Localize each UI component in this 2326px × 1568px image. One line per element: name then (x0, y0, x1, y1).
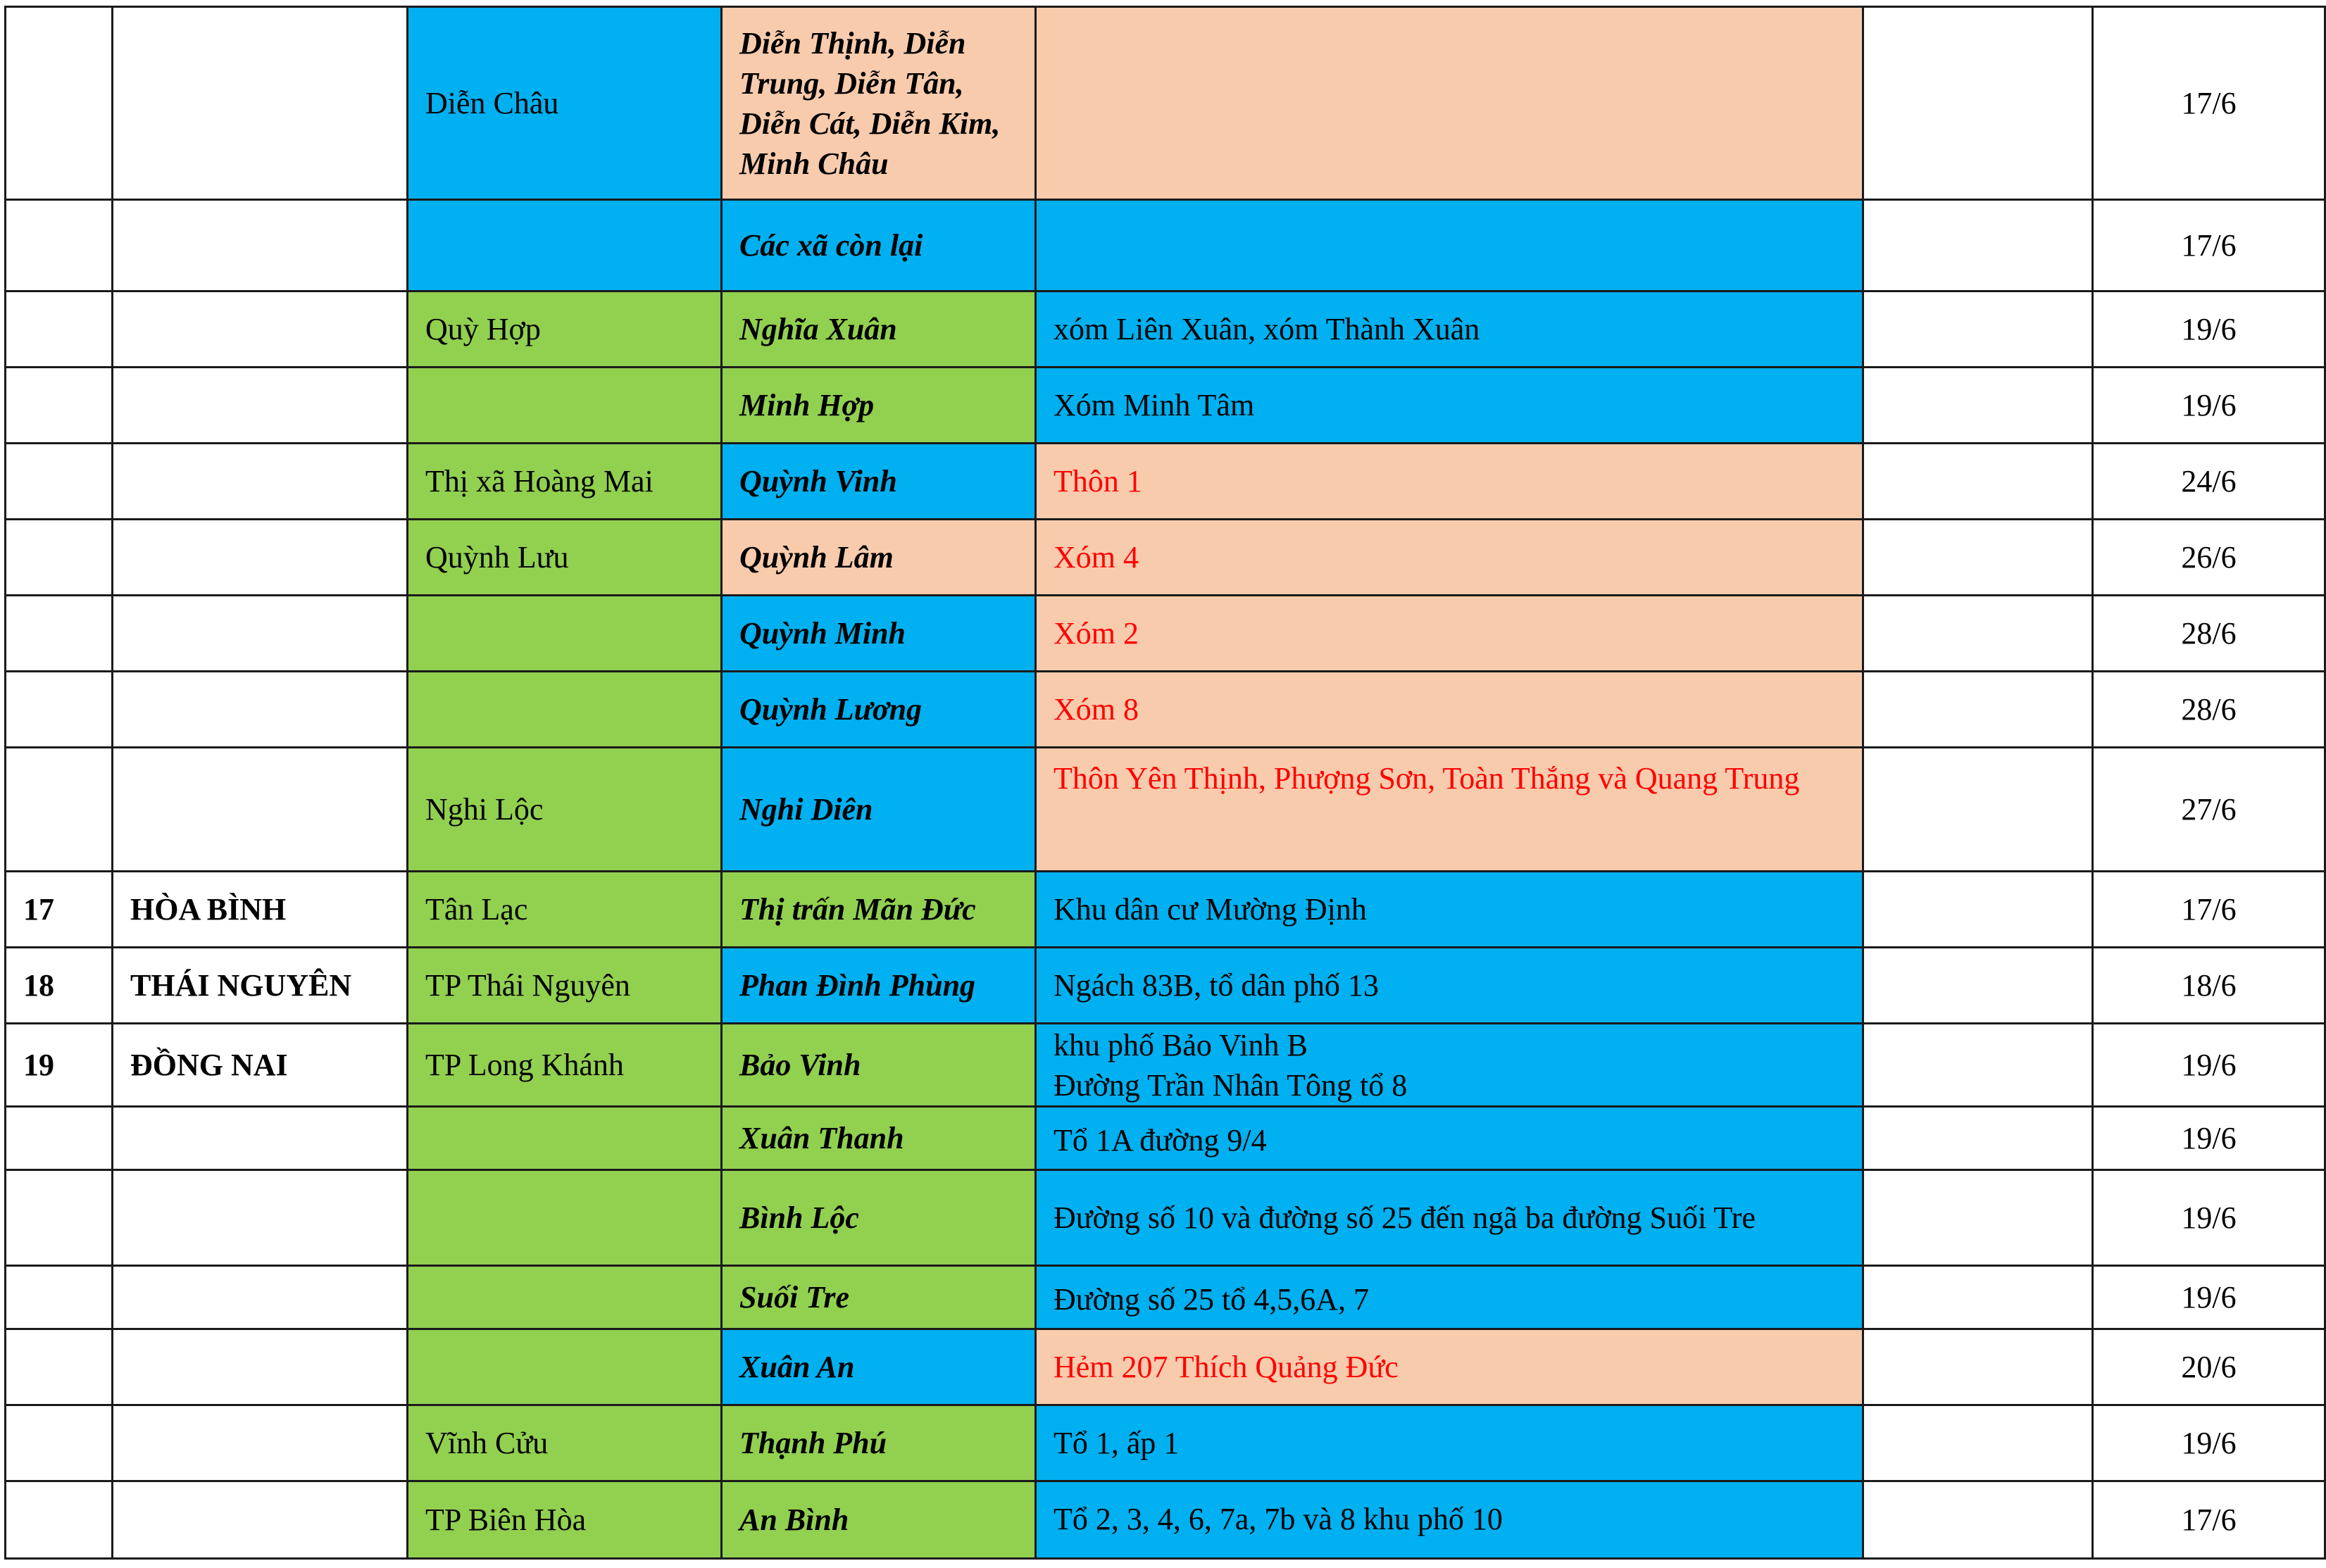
row-number (6, 1107, 113, 1170)
row-number: 17 (6, 872, 113, 948)
area-cell: Xóm Minh Tâm (1036, 368, 1863, 444)
date-cell: 19/6 (2093, 1170, 2325, 1266)
district-cell (408, 200, 722, 291)
date-cell: 17/6 (2093, 200, 2325, 291)
ward-cell: Nghĩa Xuân (722, 291, 1036, 368)
area-cell: Khu dân cư Mường Định (1036, 872, 1863, 948)
area-cell: Đường số 10 và đường số 25 đến ngã ba đường Suối Tre (1036, 1170, 1863, 1266)
note-cell (1863, 672, 2093, 748)
province-cell (113, 1107, 408, 1170)
province-cell (113, 200, 408, 291)
province-cell (113, 1170, 408, 1266)
area-cell: Đường số 25 tổ 4,5,6A, 7 (1036, 1266, 1863, 1329)
ward-cell: Bảo Vinh (722, 1024, 1036, 1107)
table-row (6, 291, 2325, 368)
district-cell (408, 672, 722, 748)
row-number (6, 7, 113, 200)
row-number (6, 748, 113, 872)
date-cell: 24/6 (2093, 444, 2325, 520)
note-cell (1863, 596, 2093, 672)
area-cell: Thôn Yên Thịnh, Phượng Sơn, Toàn Thắng và Quang Trung (1036, 748, 1863, 872)
note-cell (1863, 520, 2093, 596)
ward-cell: Các xã còn lại (722, 200, 1036, 291)
province-cell (113, 1329, 408, 1405)
row-number (6, 596, 113, 672)
district-cell (408, 1266, 722, 1329)
table-row (6, 520, 2325, 596)
row-number (6, 291, 113, 368)
ward-cell: Diễn Thịnh, Diễn Trung, Diễn Tân, Diễn Cát, Diễn Kim, Minh Châu (722, 7, 1036, 200)
date-cell: 17/6 (2093, 872, 2325, 948)
table-row (6, 368, 2325, 444)
note-cell (1863, 1024, 2093, 1107)
note-cell (1863, 1170, 2093, 1266)
ward-cell: Phan Đình Phùng (722, 948, 1036, 1024)
note-cell (1863, 1329, 2093, 1405)
district-cell: Tân Lạc (408, 872, 722, 948)
province-cell (113, 520, 408, 596)
ward-cell: An Bình (722, 1481, 1036, 1559)
district-cell (408, 1170, 722, 1266)
date-cell: 19/6 (2093, 1107, 2325, 1170)
row-number (6, 368, 113, 444)
district-cell: Vĩnh Cửu (408, 1405, 722, 1481)
table-row (6, 1405, 2325, 1481)
table-row (6, 200, 2325, 291)
row-number (6, 1170, 113, 1266)
ward-cell: Quỳnh Lương (722, 672, 1036, 748)
district-cell: TP Long Khánh (408, 1024, 722, 1107)
province-cell: HÒA BÌNH (113, 872, 408, 948)
date-cell: 20/6 (2093, 1329, 2325, 1405)
table-row (6, 1107, 2325, 1170)
district-cell: Diễn Châu (408, 7, 722, 200)
district-cell: Quỳnh Lưu (408, 520, 722, 596)
area-cell (1036, 7, 1863, 200)
date-cell: 19/6 (2093, 368, 2325, 444)
note-cell (1863, 1481, 2093, 1559)
district-cell: TP Thái Nguyên (408, 948, 722, 1024)
table-row (6, 596, 2325, 672)
row-number: 19 (6, 1024, 113, 1107)
district-cell (408, 1107, 722, 1170)
ward-cell: Nghi Diên (722, 748, 1036, 872)
area-cell: Thôn 1 (1036, 444, 1863, 520)
ward-cell: Quỳnh Vinh (722, 444, 1036, 520)
table-row (6, 672, 2325, 748)
note-cell (1863, 200, 2093, 291)
date-cell: 28/6 (2093, 672, 2325, 748)
date-cell: 19/6 (2093, 1266, 2325, 1329)
province-cell (113, 291, 408, 368)
area-cell: Tổ 1, ấp 1 (1036, 1405, 1863, 1481)
date-cell: 17/6 (2093, 7, 2325, 200)
table-row (6, 948, 2325, 1024)
district-cell (408, 596, 722, 672)
ward-cell: Suối Tre (722, 1266, 1036, 1329)
note-cell (1863, 872, 2093, 948)
district-cell (408, 1329, 722, 1405)
row-number (6, 200, 113, 291)
ward-cell: Xuân An (722, 1329, 1036, 1405)
date-cell: 26/6 (2093, 520, 2325, 596)
province-cell (113, 596, 408, 672)
table-row (6, 1266, 2325, 1329)
table-row (6, 1481, 2325, 1559)
area-cell: Ngách 83B, tổ dân phố 13 (1036, 948, 1863, 1024)
note-cell (1863, 1107, 2093, 1170)
area-cell: xóm Liên Xuân, xóm Thành Xuân (1036, 291, 1863, 368)
area-cell: Tổ 2, 3, 4, 6, 7a, 7b và 8 khu phố 10 (1036, 1481, 1863, 1559)
area-cell: Hẻm 207 Thích Quảng Đức (1036, 1329, 1863, 1405)
row-number (6, 444, 113, 520)
note-cell (1863, 291, 2093, 368)
table-row (6, 444, 2325, 520)
province-cell (113, 1266, 408, 1329)
area-cell (1036, 200, 1863, 291)
ward-cell: Quỳnh Lâm (722, 520, 1036, 596)
note-cell (1863, 748, 2093, 872)
province-cell (113, 7, 408, 200)
row-number: 18 (6, 948, 113, 1024)
area-cell (1036, 1024, 1863, 1107)
row-number (6, 1405, 113, 1481)
province-cell (113, 672, 408, 748)
row-number (6, 1266, 113, 1329)
ward-cell: Thị trấn Mãn Đức (722, 872, 1036, 948)
ward-cell: Thạnh Phú (722, 1405, 1036, 1481)
district-cell: Nghi Lộc (408, 748, 722, 872)
province-cell (113, 368, 408, 444)
province-cell: ĐỒNG NAI (113, 1024, 408, 1107)
province-cell (113, 1405, 408, 1481)
date-cell: 18/6 (2093, 948, 2325, 1024)
row-number (6, 672, 113, 748)
district-cell: Quỳ Hợp (408, 291, 722, 368)
ward-cell: Quỳnh Minh (722, 596, 1036, 672)
ward-cell: Xuân Thanh (722, 1107, 1036, 1170)
date-cell: 19/6 (2093, 1024, 2325, 1107)
table-row (6, 1170, 2325, 1266)
province-cell (113, 1481, 408, 1559)
note-cell (1863, 1405, 2093, 1481)
province-cell (113, 748, 408, 872)
district-cell (408, 368, 722, 444)
note-cell (1863, 7, 2093, 200)
ward-cell: Bình Lộc (722, 1170, 1036, 1266)
province-cell: THÁI NGUYÊN (113, 948, 408, 1024)
area-line: khu phố Bảo Vinh B (1053, 1027, 1308, 1062)
province-cell (113, 444, 408, 520)
note-cell (1863, 368, 2093, 444)
area-cell: Xóm 2 (1036, 596, 1863, 672)
table-row (6, 7, 2325, 200)
date-cell: 19/6 (2093, 1405, 2325, 1481)
note-cell (1863, 948, 2093, 1024)
area-cell: Tổ 1A đường 9/4 (1036, 1107, 1863, 1170)
row-number (6, 1329, 113, 1405)
table-row (6, 748, 2325, 872)
district-cell: TP Biên Hòa (408, 1481, 722, 1559)
outbreak-table (4, 6, 2326, 1560)
area-cell: Xóm 4 (1036, 520, 1863, 596)
row-number (6, 520, 113, 596)
date-cell: 27/6 (2093, 748, 2325, 872)
table-row (6, 1024, 2325, 1107)
date-cell: 19/6 (2093, 291, 2325, 368)
area-cell: Xóm 8 (1036, 672, 1863, 748)
table-row (6, 1329, 2325, 1405)
date-cell: 28/6 (2093, 596, 2325, 672)
row-number (6, 1481, 113, 1559)
note-cell (1863, 1266, 2093, 1329)
note-cell (1863, 444, 2093, 520)
ward-cell: Minh Hợp (722, 368, 1036, 444)
table-row (6, 872, 2325, 948)
area-line: Đường Trần Nhân Tông tổ 8 (1053, 1067, 1408, 1103)
date-cell: 17/6 (2093, 1481, 2325, 1559)
district-cell: Thị xã Hoàng Mai (408, 444, 722, 520)
